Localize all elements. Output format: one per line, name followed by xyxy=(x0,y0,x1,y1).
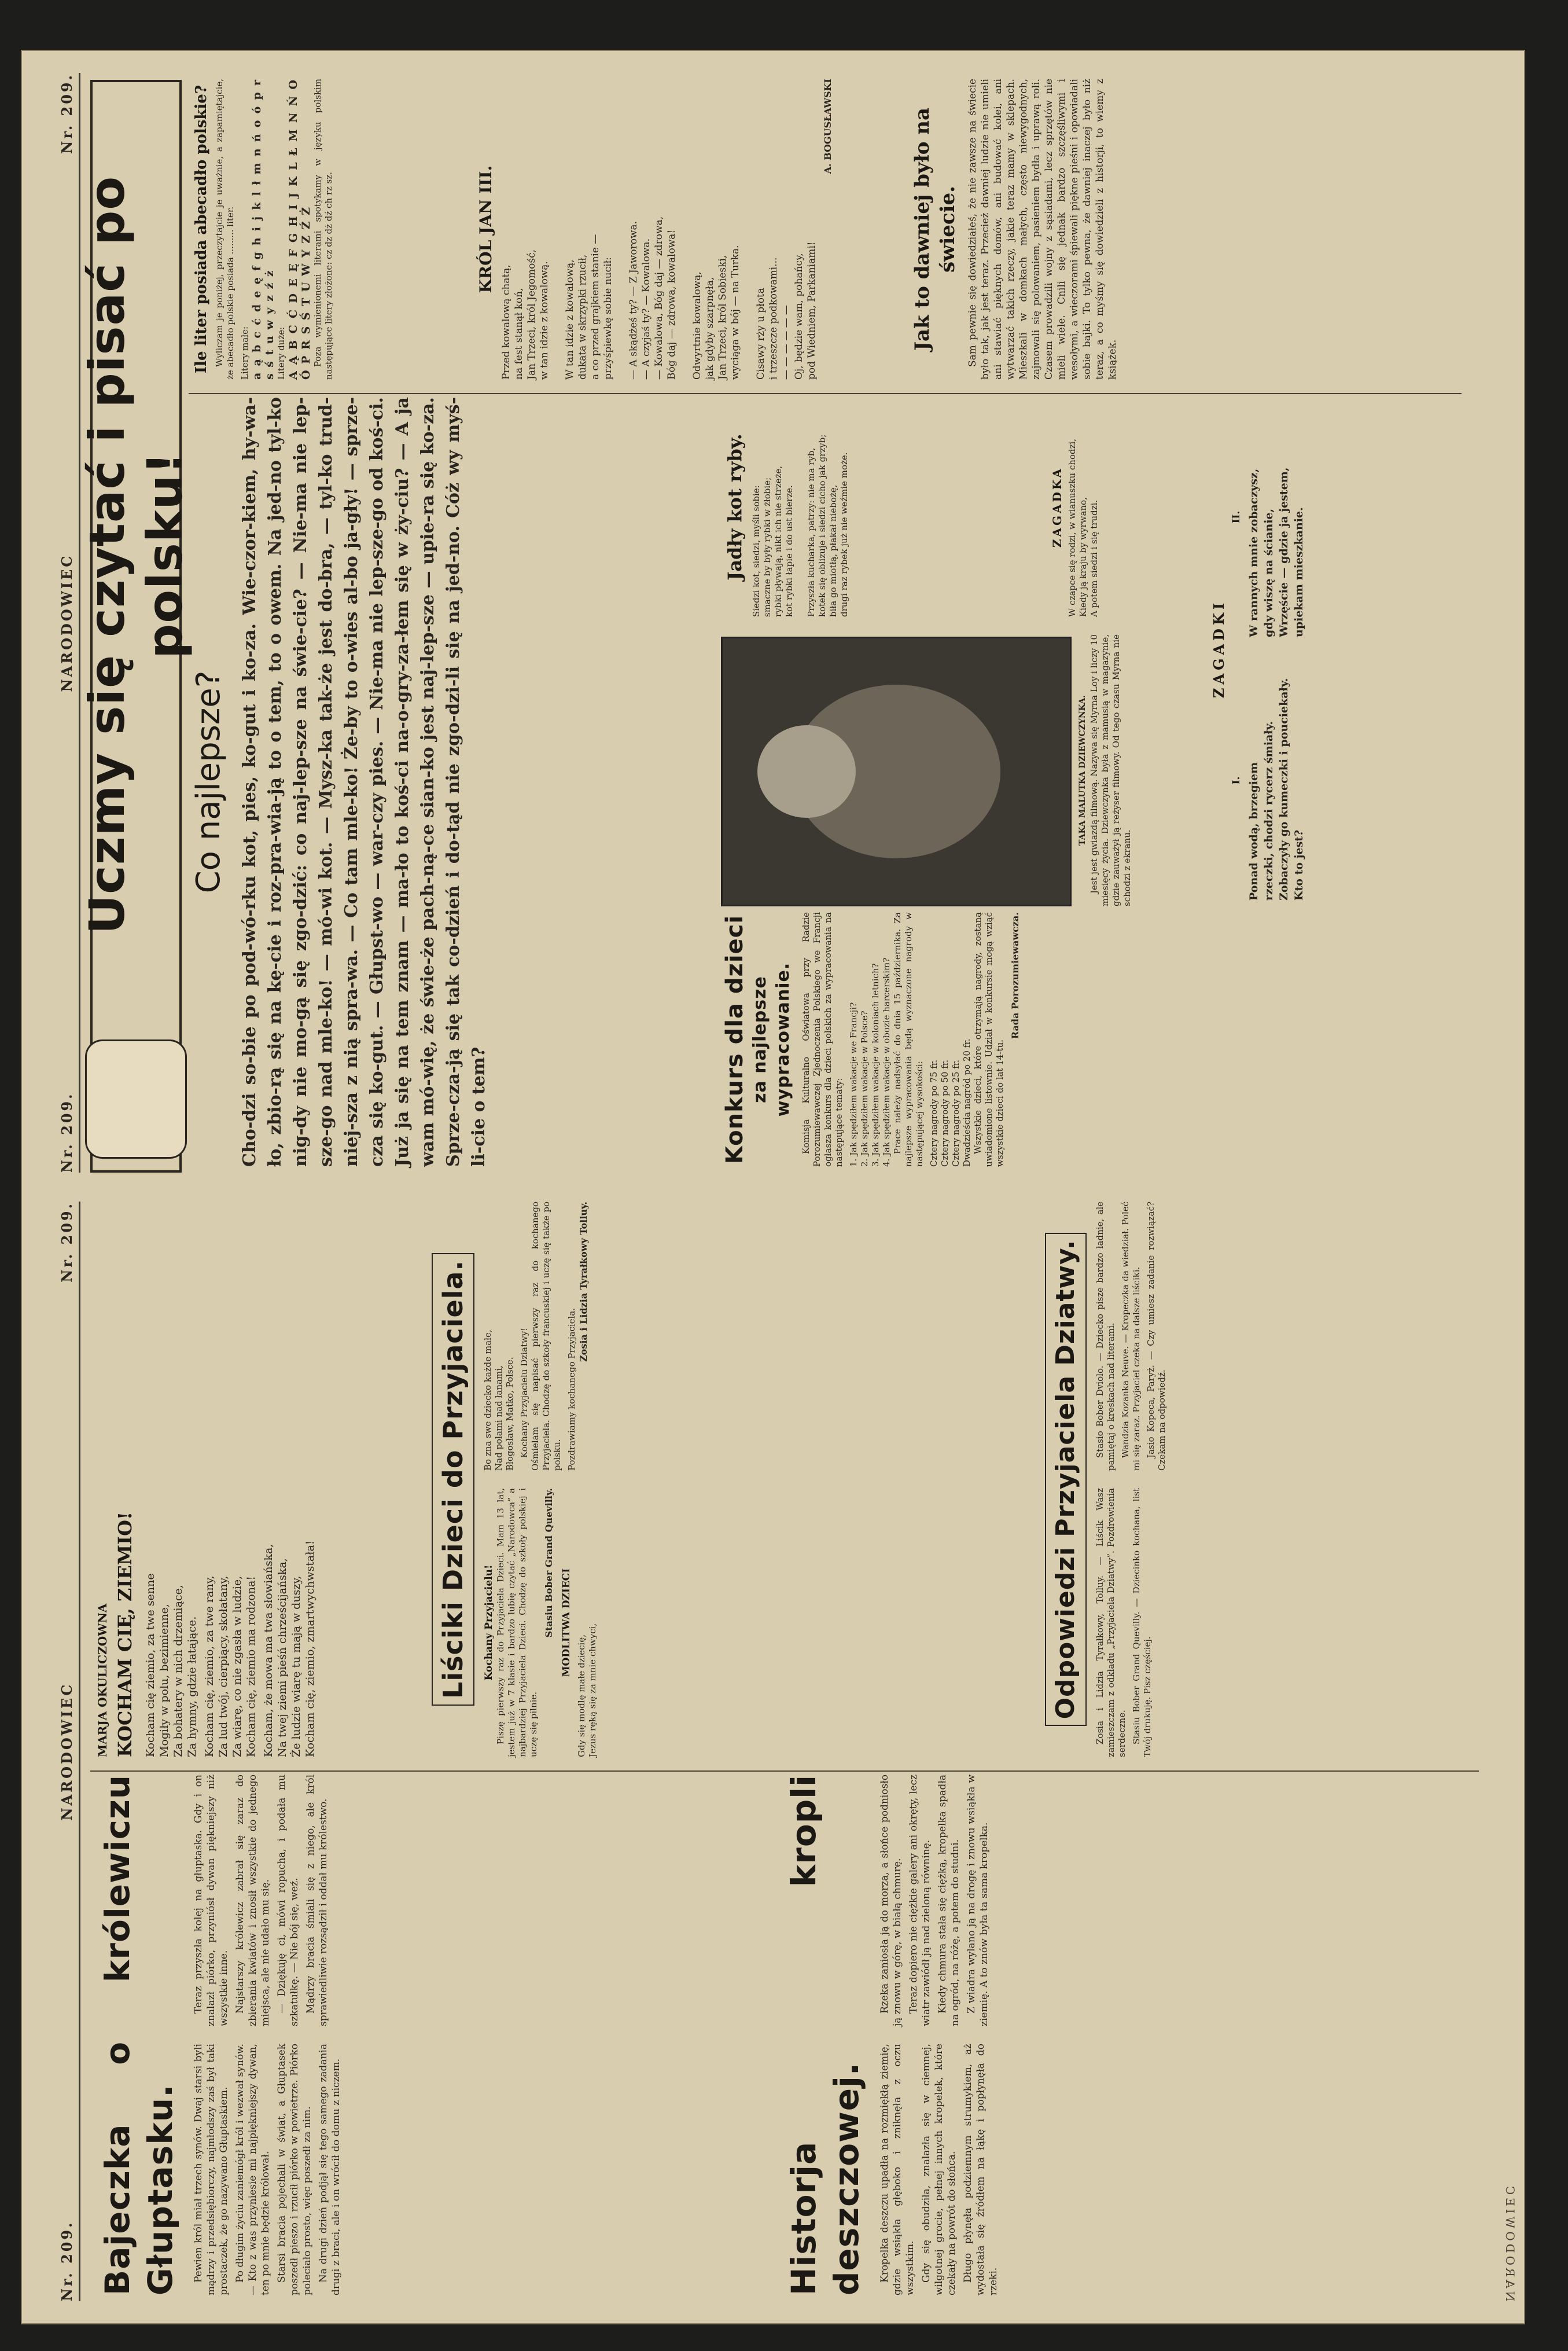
left-running-title: NARODOWIEC xyxy=(58,1682,75,1821)
letters-body xyxy=(483,1202,598,1757)
fairy-tale-paragraph: Mądrzy bracia śmiali się z niego, ale król sprawiedliwie rozsądził i oddał mu królestwo. xyxy=(305,1775,329,2026)
drop-story-paragraph: Rzeka zaniosła ją do morza, a słońce podniosło ją znowu w górę, w białą chmurę. xyxy=(879,1775,903,2026)
left-page-number: Nr. 209. xyxy=(58,2220,75,2301)
drop-story-article xyxy=(779,1769,1473,2301)
maria-poem xyxy=(90,1196,403,1763)
zagadki-box xyxy=(1210,391,1473,906)
drop-story-paragraph: Kiedy chmura stała się ciężką, kropelka spadła na ogród, na różę, a potem do studni. xyxy=(937,1775,961,2026)
kot-poem-text: Siedzi kot, siedzi, myśli sobie: smaczne by były rybki w żłobie; rybki pływają, nikt ich nie strzeże, kot rybki łapie i do ust bierze. Przyszła kucharka, patrzy: nie ma ryb, kotek się oblizuje i siedzi cicho jak grzyb; biła go miotłą, płakał niebożę, drugi raz rybek już nie weźmie może. xyxy=(751,434,849,617)
dawniej-article xyxy=(906,73,1473,385)
zagadka-title: ZAGADKA xyxy=(1050,466,1064,548)
king-poem-text: Przed kowalową chatą, na fest stanął koń, Jan Trzeci, król Jegomość, w tan idzie z kowalową. W tan idzie z kowalową, dukata w skrzypki rzucił, a co przed grajkiem stanie — przyśpiewkę sobie nucił: — A skądżeś ty? — Z Jaworowa. — A czyjaś ty? — Kowalowa. — Kowalowa, Bóg daj — zdrowa, Bóg daj — zdrowa, kowalowa! Odwyrtnie kowalową, jak gdyby szarpnęła, Jan Trzeci, król Sobieski, wyciąga w bój — na Turka. Cisawy rży u płota i trzeszcze podkowami... — — — — — — Oj, będzie wam, pohańcy, pod Wiedniem, Parkaniami! xyxy=(500,216,818,380)
letters-title: Liściki Dzieci do Przyjaciela. xyxy=(432,1253,474,1706)
drop-story-paragraph: Długo płynęła podziemnym strumykiem, aż wydostała się źródłem na łąkę i popłynęła do rzeki. xyxy=(962,2044,999,2295)
zagadka-text: W czapce się rodzi, w wianuszku chodzi, Kiedy ją kraju by wyrwano, A potem siedzi i się trudzi. xyxy=(1067,438,1099,617)
answer-item: Stasio Bober Dviolo. — Dziecko pisze bardzo ładnie, ale pamiętaj o kreskach nad literami. xyxy=(1095,1202,1116,1471)
answer-item: Wandzia Kozanka Neuve. — Kropeczka da wiedział. Poleć mi się zaraz. Przyjaciel czeka na dalsze liściki. xyxy=(1120,1202,1142,1471)
fairy-tale-paragraph: Pewien król miał trzech synów. Dwaj starsi byli mądrzy i przedsiębiorczy, najmłodszy zaś był taki prostaczek, że go nazywano Głuptaskiem. xyxy=(193,2044,230,2295)
fairy-tale-article xyxy=(90,1769,756,2301)
children-illustration-icon xyxy=(85,1039,187,1159)
fairy-tale-paragraph: Teraz przyszła kolej na głuptaska. Gdy i on znalazł piórko, przyniósł dywan piękniejszy niż wszystkie inne. xyxy=(193,1775,230,2026)
right-page-number: Nr. 209. xyxy=(58,1092,75,1173)
contest-topic: 3. Jak spędziłem wakacje w koloniach letnich? xyxy=(870,963,881,1167)
fairy-tale-paragraph: Starsi bracia pojechali w świat, a Głuptasek poszedł pieszo i rzucił piórko w powietrze. Piórko poleciało prosto, więc poszedł za nim. xyxy=(276,2044,313,2295)
second-letter: Kochany Przyjacielu Dziatwy! Ośmielam się napisać pierwszy raz do kochanego Przyjaciela. Chodzę do szkoły francuskiej i uczę się także po polsku. xyxy=(519,1202,562,1471)
learn-polish-banner xyxy=(79,80,193,1173)
drop-story-paragraph: Teraz dopiero nie ciężkie galery ani okręty, lecz wiatr zawiódł ją nad zieloną równinę. xyxy=(908,1775,932,2026)
child-photo xyxy=(721,637,1072,906)
alphabet-upper-label: Litery duże: xyxy=(276,326,286,380)
poem-title: KOCHAM CIĘ, ZIEMIO! xyxy=(114,1511,136,1757)
zagadki-first: Ponad wodą, brzegiem rzeczki, chodzi rycerz śmiały. Zobaczyły go kumeczki i pouciekały. Kto to jest? xyxy=(1247,678,1305,901)
right-running-head xyxy=(56,73,80,1173)
zagadka-box xyxy=(1051,391,1201,623)
letter-body: Piszę pierwszy raz do Przyjaciela Dzieci. Mam 13 lat, jestem już w 7 klasie i bardzo lubię czytać „Narodowca” a najbardziej Przyjaciela Dzieci. Chodzę do szkoły polskiej i uczę się pilnie. xyxy=(495,1488,539,1757)
answers-section xyxy=(1039,1196,1479,1763)
zagadki-first-label: I. xyxy=(1231,776,1242,785)
right-page-number-right: Nr. 209. xyxy=(58,73,75,154)
letter-signature: Stasiu Bober Grand Quevilly. xyxy=(543,1488,554,1638)
dawniej-text: Sam pewnie się dowiedziałeś, że nie zawsze na świecie było tak, jak jest teraz. Przecież dawniej ludzie nie umieli ani stawiać pięknych domów, ani budować kolei, ani wytwarzać takich rzeczy, jakie teraz mamy w sklepach. Mieszkali w domkach małych, często niewygodnych, zajmowali się polowaniem, pasieniem bydła i uprawą roli. Czasem prowadzili wojny z sąsiadami, lecz sprzętów nie mieli wiele. Cnili się jednak bardzo szczęśliwymi i wesołymi, a wieczorami śpiewali piękne pieśni i opowiadali sobie bajki. To tylko pewna, że dawniej inaczej było niż teraz, a co myśmy się dowiedzieli z historji, to wiemy z książek. xyxy=(967,79,1118,380)
drop-story-paragraph: Gdy się obudziła, znalazła się w ciemnej, wilgotnej grocie, pełnej innych kropelek, które czekały na powrót do słońca. xyxy=(921,2044,958,2295)
co-najlepsze-title: Co najlepsze? xyxy=(190,670,227,894)
kot-poem xyxy=(721,391,1045,623)
contest-intro: Komisja Kulturalno Oświatowa przy Radzie Porozumiewawczej Zjednoczenia Polskiego we Francji ogłasza konkurs dla dzieci polskich za wypracowania na następujące tematy: xyxy=(801,912,844,1167)
fairy-tale-paragraph: Najstarszy królewicz zabrał się zaraz do zbierania kwiatów i znosił wszystkie do jednego miejsca, ale nie udało mu się. xyxy=(234,1775,271,2026)
drop-story-paragraph: Kropelka deszczu upadła na rozmiękłą ziemię, gdzie wsiąkła głęboko i zniknęła z oczu wszystkim. xyxy=(879,2044,916,2295)
prayer-text: Gdy się modlę małe dziecię, Jezus ręką się za mnie chwyci, Bo zna swe dziecko każde małe, Nad polami nad łanami, Błogosław, Matko, Polsce. xyxy=(483,1329,598,1757)
contest-prize: Cztery nagrody po 75 fr. xyxy=(929,1059,939,1167)
prayer-title: MODLITWA DZIECI xyxy=(561,1568,572,1677)
alphabet-title: Ile liter posiada abecadło polskie? xyxy=(193,85,210,374)
fairy-tale-paragraph: Na drugi dzień podjął się tego samego zadania drugi z braci, ale i on wrócił do domu z niczem. xyxy=(318,2044,342,2295)
photo-caption: TAKA MALUTKA DZIEWCZYNKA. xyxy=(1078,695,1087,846)
king-poem xyxy=(472,73,889,385)
alphabet-intro: Wyliczam je poniżej, przeczytajcie je uważnie, a zapamiętajcie, że abecadło polskie posiada ......... liter. xyxy=(214,79,235,380)
contest-prize: Cztery nagrody po 50 fr. xyxy=(940,1059,950,1167)
contest-topic: 1. Jak spędziłem wakacje we Francji? xyxy=(848,1002,859,1167)
zagadki-second-label: II. xyxy=(1231,510,1242,524)
alphabet-lower-label: Litery małe: xyxy=(240,326,250,380)
letter-greeting: Kochany Przyjacielu! xyxy=(483,1564,495,1681)
contest-signature: Rada Porozumiewawcza. xyxy=(1010,912,1021,1039)
fairy-tale-paragraph: — Dziękuję ci, mówi ropucha, i podała mu szkatułkę. — Nie bój się, weź. xyxy=(276,1775,300,2026)
alphabet-note: Poza wymienionemi literami spotykamy w języku polskim następujące litery złożone: cz dz dż dź ch rz sz. xyxy=(312,79,334,380)
fairy-tale-paragraph: Po długim życiu zaniemógł król i wezwał synów. — Kto z was przyniesie mi najpiękniejszy dywan, ten po mnie będzie królował. xyxy=(234,2044,271,2295)
contest-topic: 4. Jak spędziłem wakacje w obozie harcerskim? xyxy=(881,957,892,1167)
letters-section xyxy=(426,1196,1004,1763)
poem-stanza: Kocham cię, ziemio, za twe rany, Za lud twój, cierpiący, skołatany, Za wiarę, co nie zgasła w ludzie, Kocham cię, ziemio ma rodzona! xyxy=(203,1575,257,1757)
king-poem-author: A. BOGUSŁAWSKI xyxy=(822,79,833,174)
contest-topic: 2. Jak spędziłem wakacje w Polsce? xyxy=(859,1011,870,1167)
poem-author: MARJA OKULICZOWNA xyxy=(95,1603,109,1757)
contest-article xyxy=(721,906,1473,1173)
letter-greeting-closing: Pozdrawiamy kochanego Przyjaciela. xyxy=(566,1307,577,1471)
contest-closing: Wszystkie dzieci, które otrzymają nagrody, zostaną uwiadomione listownie. Udział w konkursie mogą wziąć wszystkie dzieci do lat 14-tu. xyxy=(973,912,1005,1167)
right-page xyxy=(56,73,1502,1173)
letter-signature: Zosia i Lidzia Tyrałkowy Tolluy. xyxy=(578,1202,589,1362)
zagadki-second: W rannych mnie zobaczysz, gdy wiszę na ścianie, Wrzęście — gdzie ja jestem, upiekam mieszkanie. xyxy=(1247,467,1305,637)
alphabet-lowercase: a ą b c ć d e ę f g h i j k l ł m n ń o ó p r s ś t u w y z ź ż xyxy=(251,79,276,380)
drop-story-body xyxy=(878,1775,1000,2295)
answers-title: Odpowiedzi Przyjaciela Dziatwy. xyxy=(1045,1233,1087,1726)
left-page-number-right: Nr. 209. xyxy=(58,1202,75,1283)
left-running-head xyxy=(56,1202,80,2301)
drop-story-title: Historja kropli deszczowej. xyxy=(784,1775,866,2295)
kot-poem-title: Jadły kot ryby. xyxy=(724,434,746,581)
answers-body xyxy=(1095,1202,1168,1757)
contest-rules: Prace należy nadsyłać do dnia 15 października. Za najlepsze wypracowania będą wyznaczone nagrody w następującej wysokości: xyxy=(892,912,925,1167)
zagadki-title: ZAGADKI xyxy=(1210,599,1227,699)
right-running-title: NARODOWIEC xyxy=(58,553,75,692)
rotated-spread xyxy=(21,50,1525,2324)
drop-story-paragraph: Z wiadra wylano ją na drogę i znowu wsiąkła w ziemię. A to znów była ta sama kropelka. xyxy=(966,1775,990,2026)
alphabet-uppercase: A Ą B C Ć D E Ę F G H I J K L Ł M N Ń O Ó P R S Ś T U W Y Z Ź Ż xyxy=(287,79,312,380)
left-page xyxy=(56,1202,1502,2301)
answer-item: Jasio Kopeca, Paryż. — Czy umiesz zadanie rozwiązać? Czekam na odpowiedź. xyxy=(1146,1202,1167,1471)
alphabet-box xyxy=(189,73,455,385)
answer-item: Stasiu Bober Grand Quevilly. — Dziecinko kochana, list Twój drukuję. Pisz częściej. xyxy=(1131,1488,1153,1757)
photo-block xyxy=(721,634,1207,906)
co-najlepsze-text: Cho-dzi so-bie po pod-wó-rku kot, pies, ko-gut i ko-za. Wie-czor-kiem, hy-wa-ło, zbio-rą się na kę-cie i roz-pra-wia-ją to o tem, to o owem. Na jed-no tyl-ko nig-dy nie mo-gą się zgo-dzić: co naj-lep-sze na świe-cie? — Nie-ma nie lep-sze-go nad mle-ko! — mó-wi kot. — Mysz-ka tak-że jest do-bra, — tyl-ko trud-niej-sza z nią spra-wa. — Co tam mle-ko! Że-by to o-wies al-bo ja-gły! — sprze-cza się ko-gut. — Głupst-wo — war-czy pies. — Nie-ma nie lep-sze-go od koś-ci. Już ja się na tem znam — ma-ło to koś-ci na-o-gry-za-łem się w ży-ciu? — A ja wam mó-wię, że świe-że pach-ną-ce sian-ko jest naj-lep-sze — upie-ra się ko-za. Sprze-cza-ją się tak co-dzień i do-tąd nie zgo-dzi-li się na jed-no. Cóż wy myś-li-cie o tem? xyxy=(240,397,489,1167)
king-poem-title: KRÓL JAN III. xyxy=(476,165,495,293)
poem-stanza: Kocham, że mowa ma twa słowiańska, Na twej ziemi pieśń chrześcijańska, Że ludzie wiarę tu mają w duszy, Kocham cię, ziemio, zmartwychwstała! xyxy=(262,1540,316,1757)
co-najlepsze-article xyxy=(189,391,709,1173)
answer-item: Zosia i Lidzia Tyrałkowy, Tolluy. — Liścik Wasz zamieszczam z odkładu „Przyjaciela Dziatwy”. Pozdrowienia serdeczne. xyxy=(1095,1488,1127,1757)
newspaper-sheet xyxy=(21,50,1525,2324)
contest-prize: Cztery nagrody po 25 fr. xyxy=(951,1059,961,1167)
fairy-tale-body xyxy=(192,1775,343,2295)
contest-subtitle: za najlepsze wypracowanie. xyxy=(750,962,793,1117)
photo-text: Jest jest gwiazdą filmową. Nazywa się Myrna Loy i liczy 10 miesięcy życia. Dziewczynka była z mamusią w magazynie, gdzie zauważył ją reżyser filmowy. Od tego czasu Myrna nie schodzi z ekranu. xyxy=(1089,634,1132,906)
contest-prize: Dwadzieścia nagród po 20 fr. xyxy=(962,1038,972,1167)
bottom-stamp: NARODOWIEC xyxy=(1503,2183,1517,2301)
contest-title: Konkurs dla dzieci xyxy=(722,914,748,1165)
dawniej-title: Jak to dawniej było na świecie. xyxy=(911,107,959,351)
fairy-tale-title: Bajeczka o królewiczu Głuptasku. xyxy=(98,1775,180,2295)
banner-title: Uczmy się czytać i pisać po polsku! xyxy=(79,175,193,935)
poem-stanza: Kocham cię ziemio, za twe senne Mogiły w polu, bezimienne, Za bohatery w nich drzemiące, Za hymny, gdzie łatające. xyxy=(144,1573,198,1757)
